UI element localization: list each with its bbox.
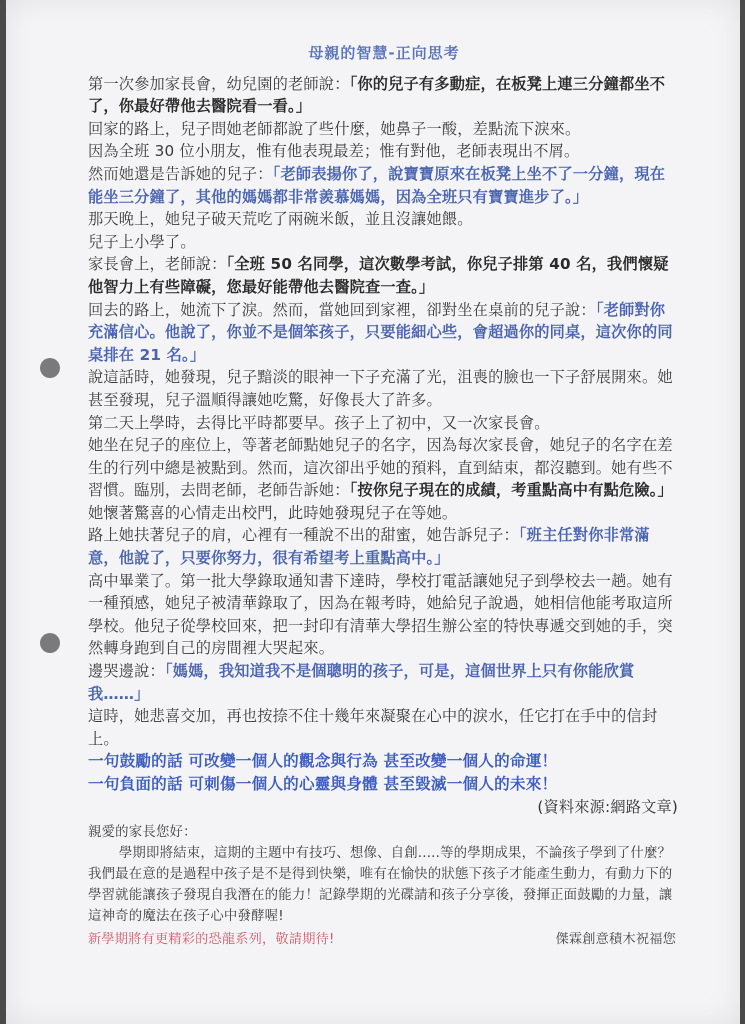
story-paragraph — [88, 118, 680, 141]
narration-text: 回去的路上，她流下了淚。然而，當她回到家裡，卻對坐在桌前的兒子說： — [88, 300, 596, 319]
punch-hole-upper — [40, 358, 60, 378]
letter-signature: 傑霖創意積木祝福您 — [555, 932, 676, 948]
narration-text: 她坐在兒子的座位上，等著老師點她兒子的名字，因為每次家長會，她兒子的名字在差生的行列中總是被點到。然而，這次卻出乎她的預料，直到結束，都沒聽到。她有些不習慣。臨別，去問老師，老師告訴她： — [88, 436, 673, 500]
narration-text: 邊哭邊說： — [88, 662, 165, 681]
story-paragraph — [88, 231, 680, 254]
story-paragraph — [88, 502, 680, 525]
story-paragraph — [88, 434, 680, 502]
letter-body: 學期即將結束，這期的主題中有技巧、想像、自創.....等的學期成果，不論孩子學到了什麼？我們最在意的是過程中孩子是不是得到快樂，唯有在愉快的狀態下孩子才能產生動力，有動力下的學習就能讓孩子發現自我潛在的能力！記錄學期的光碟請和孩子分享後，發揮正面鼓勵的力量，讓這神奇的魔法在孩子心中發酵喔! — [88, 846, 673, 925]
narration-text: 那天晚上，她兒子破天荒吃了兩碗米飯，並且沒讓她餵。 — [88, 210, 473, 229]
source-note: (資料來源:網路文章) — [537, 797, 678, 816]
quoted-speech: 「按你兒子現在的成績，考重點高中有點危險。」 — [349, 481, 673, 500]
narration-text: 這時，她悲喜交加，再也按捺不住十幾年來凝聚在心中的淚水，任它打在手中的信封上。 — [88, 707, 658, 748]
narration-text: 說這話時，她發現，兒子黯淡的眼神一下子充滿了光，沮喪的臉也一下子舒展開來。她甚至發現，兒子溫順得讓她吃驚，好像長大了許多。 — [88, 368, 673, 409]
story-paragraph — [88, 208, 680, 231]
document-content — [88, 42, 680, 950]
story-paragraph — [88, 524, 680, 569]
story-paragraph — [88, 660, 680, 705]
narration-text: 家長會上，老師說： — [88, 255, 227, 274]
punch-hole-lower — [40, 633, 60, 653]
narration-text: 第二天上學時，去得比平時都要早。孩子上了初中，又一次家長會。 — [88, 413, 550, 432]
narration-text: 因為全班 30 位小朋友，惟有他表現最差；惟有對他，老師表現出不屑。 — [88, 142, 580, 161]
story-paragraph — [88, 570, 680, 660]
quoted-speech: 「班主任對你非常滿意，他說了，只要你努力，很有希望考上重點高中。」 — [88, 526, 650, 568]
letter-greeting: 親愛的家長您好： — [88, 825, 197, 841]
document-title: 母親的智慧-正向思考 — [308, 44, 460, 62]
story-body — [88, 73, 680, 751]
narration-text: 第一次參加家長會，幼兒園的老師說： — [88, 74, 350, 93]
story-paragraph — [88, 705, 680, 750]
narration-text: 高中畢業了。第一批大學錄取通知書下達時，學校打電話讓她兒子到學校去一趟。她有一種預感，她兒子被清華錄取了，因為在報考時，她給兒子說過，她相信他能考取這所學校。他兒子從學校回來，把一封印有清華大學招生辦公室的特快專遞交到她的手，突然轉身跑到自己的房間裡大哭起來。 — [88, 571, 673, 658]
story-paragraph — [88, 299, 680, 367]
narration-text: 回家的路上，兒子問她老師都說了些什麼，她鼻子一酸，差點流下淚來。 — [88, 119, 581, 138]
story-paragraph — [88, 163, 680, 208]
moral-line-2: 一句負面的話 可刺傷一個人的心靈與身體 甚至毀滅一個人的未來！ — [88, 775, 558, 793]
new-term-notice: 新學期將有更精彩的恐龍系列，敬請期待! — [88, 932, 335, 948]
quoted-speech: 「老師對你充滿信心。他說了，你並不是個笨孩子，只要能細心些，會超過你的同桌，這次你的同桌排在 21 名。」 — [88, 300, 673, 364]
narration-text: 然而她還是告訴她的兒子： — [88, 164, 273, 183]
story-paragraph — [88, 73, 680, 118]
moral-line-1: 一句鼓勵的話 可改變一個人的觀念與行為 甚至改變一個人的命運！ — [88, 752, 558, 771]
quoted-speech: 「你的兒子有多動症，在板凳上連三分鐘都坐不了，你最好帶他去醫院看一看。」 — [88, 74, 666, 116]
story-paragraph — [88, 140, 680, 163]
narration-text: 她懷著驚喜的心情走出校門，此時她發現兒子在等她。 — [88, 503, 458, 522]
paper-sheet — [6, 0, 740, 1024]
letter-footer — [88, 929, 680, 950]
quoted-speech: 「全班 50 名同學，這次數學考試，你兒子排第 40 名，我們懷疑他智力上有些障礙，您最好能帶他去醫院查一查。」 — [88, 255, 669, 296]
narration-text: 路上她扶著兒子的肩，心裡有一種說不出的甜蜜，她告訴兒子： — [88, 526, 519, 545]
quoted-speech: 「老師表揚你了，說寶寶原來在板凳上坐不了一分鐘，現在能坐三分鐘了，其他的媽媽都非常羨慕媽媽，因為全班只有寶寶進步了。」 — [88, 164, 666, 206]
story-paragraph — [88, 412, 680, 435]
parent-letter — [88, 822, 680, 950]
quoted-speech: 「媽媽，我知道我不是個聰明的孩子，可是，這個世界上只有你能欣賞我……」 — [88, 662, 635, 703]
story-paragraph — [88, 366, 680, 411]
narration-text: 兒子上小學了。 — [88, 232, 196, 251]
story-paragraph — [88, 253, 680, 298]
